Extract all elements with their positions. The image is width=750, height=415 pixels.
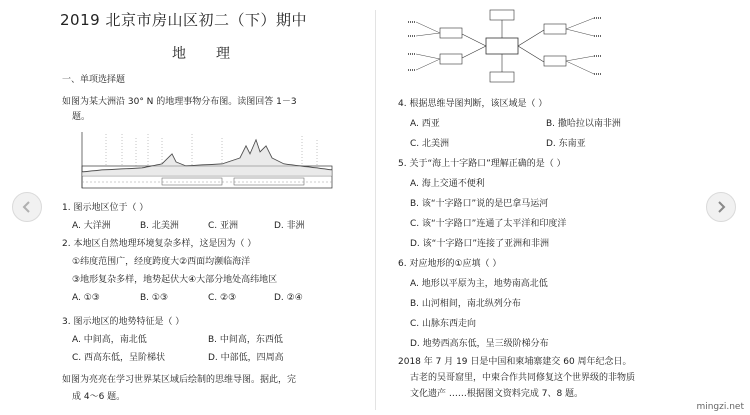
q5-option-b: B. 该“十字路口”说的是巴拿马运河 [410, 199, 549, 209]
q2-option-c: C. ②③ [208, 293, 237, 303]
mind-map-node-3 [544, 24, 566, 34]
q2-option-b: B. ①③ [140, 293, 169, 303]
q2-option-a: A. ①③ [72, 293, 100, 303]
intro-line-4: 成 4～6 题。 [72, 392, 126, 402]
q4-option-a: A. 西亚 [410, 119, 440, 129]
q6-option-c: C. 山脉东西走向 [410, 319, 477, 329]
mind-map-node-4 [544, 56, 566, 66]
terrain-profile-figure [62, 124, 334, 194]
q6-option-a: A. 地形以平原为主，地势南高北低 [410, 279, 548, 289]
passage-line-1: 2018 年 7 月 19 日是中国和柬埔寨建交 60 周年纪念日。 [398, 357, 632, 367]
q2-statement-1: ①纬度范围广，经度跨度大②西面均濒临海洋 [72, 257, 251, 267]
q1-option-a: A. 大洋洲 [72, 221, 111, 231]
right-page [380, 0, 716, 415]
chevron-right-icon [715, 201, 727, 213]
q1-option-d: D. 非洲 [274, 221, 305, 231]
q5-option-c: C. 该“十字路口”连通了太平洋和印度洋 [410, 219, 567, 229]
q3-option-b: B. 中间高，东西低 [208, 335, 283, 345]
intro-line-2: 题。 [72, 112, 91, 122]
next-page-button[interactable] [706, 192, 736, 222]
chevron-left-icon [21, 201, 33, 213]
subject-title: 地理 [172, 46, 260, 62]
question-4: 4. 根据思维导图判断，该区域是（ ） [398, 99, 548, 109]
profile-legend-box [162, 178, 222, 185]
q2-statement-2: ③地形复杂多样，地势起伏大④大部分地处高纬地区 [72, 275, 278, 285]
section-heading: 一、单项选择题 [62, 75, 126, 85]
q6-option-b: B. 山河相间，南北纵列分布 [410, 299, 521, 309]
q4-option-b: B. 撒哈拉以南非洲 [546, 119, 621, 129]
q2-option-d: D. ②④ [274, 293, 303, 303]
q4-option-c: C. 北美洲 [410, 139, 450, 149]
q5-option-a: A. 海上交通不便利 [410, 179, 485, 189]
q3-option-d: D. 中部低，四周高 [208, 353, 284, 363]
q4-option-d: D. 东南亚 [546, 139, 586, 149]
page-divider [375, 10, 376, 410]
intro-line-1: 如图为某大洲沿 30° N 的地理事物分布图。读图回答 1－3 [62, 97, 297, 107]
passage-line-2: 古老的吴哥窟里，中柬合作共同修复这个世界级的非物质 [410, 373, 636, 383]
watermark: mingzi.net [696, 402, 744, 412]
prev-page-button[interactable] [12, 192, 42, 222]
q1-option-b: B. 北美洲 [140, 221, 179, 231]
passage-line-3: 文化遗产 ……根据图文资料完成 7、8 题。 [410, 389, 584, 399]
question-2: 2. 本地区自然地理环境复杂多样，这是因为（ ） [62, 239, 257, 249]
q3-option-a: A. 中间高，南北低 [72, 335, 147, 345]
mind-map-node-6 [490, 72, 514, 82]
mind-map-node-1 [440, 28, 462, 38]
profile-legend-box-2 [234, 178, 304, 185]
q5-option-d: D. 该“十字路口”连接了亚洲和非洲 [410, 239, 549, 249]
q1-option-c: C. 亚洲 [208, 221, 239, 231]
terrain-fill [82, 140, 332, 176]
question-1: 1. 图示地区位于（ ） [62, 203, 149, 213]
mind-map-node-2 [440, 54, 462, 64]
mind-map-figure [404, 6, 604, 88]
mind-map-center [486, 38, 518, 54]
question-5: 5. 关于“海上十字路口”理解正确的是（ ） [398, 159, 566, 169]
question-6: 6. 对应地形的①应填（ ） [398, 259, 502, 269]
page-title: 2019 北京市房山区初二（下）期中 [60, 11, 307, 29]
left-page [36, 0, 372, 415]
intro-line-3: 如图为亮亮在学习世界某区域后绘制的思维导图。据此，完 [62, 375, 297, 385]
mind-map-node-5 [490, 10, 514, 20]
q6-option-d: D. 地势西高东低，呈三级阶梯分布 [410, 339, 549, 349]
question-3: 3. 图示地区的地势特征是（ ） [62, 317, 185, 327]
q3-option-c: C. 西高东低，呈阶梯状 [72, 353, 166, 363]
